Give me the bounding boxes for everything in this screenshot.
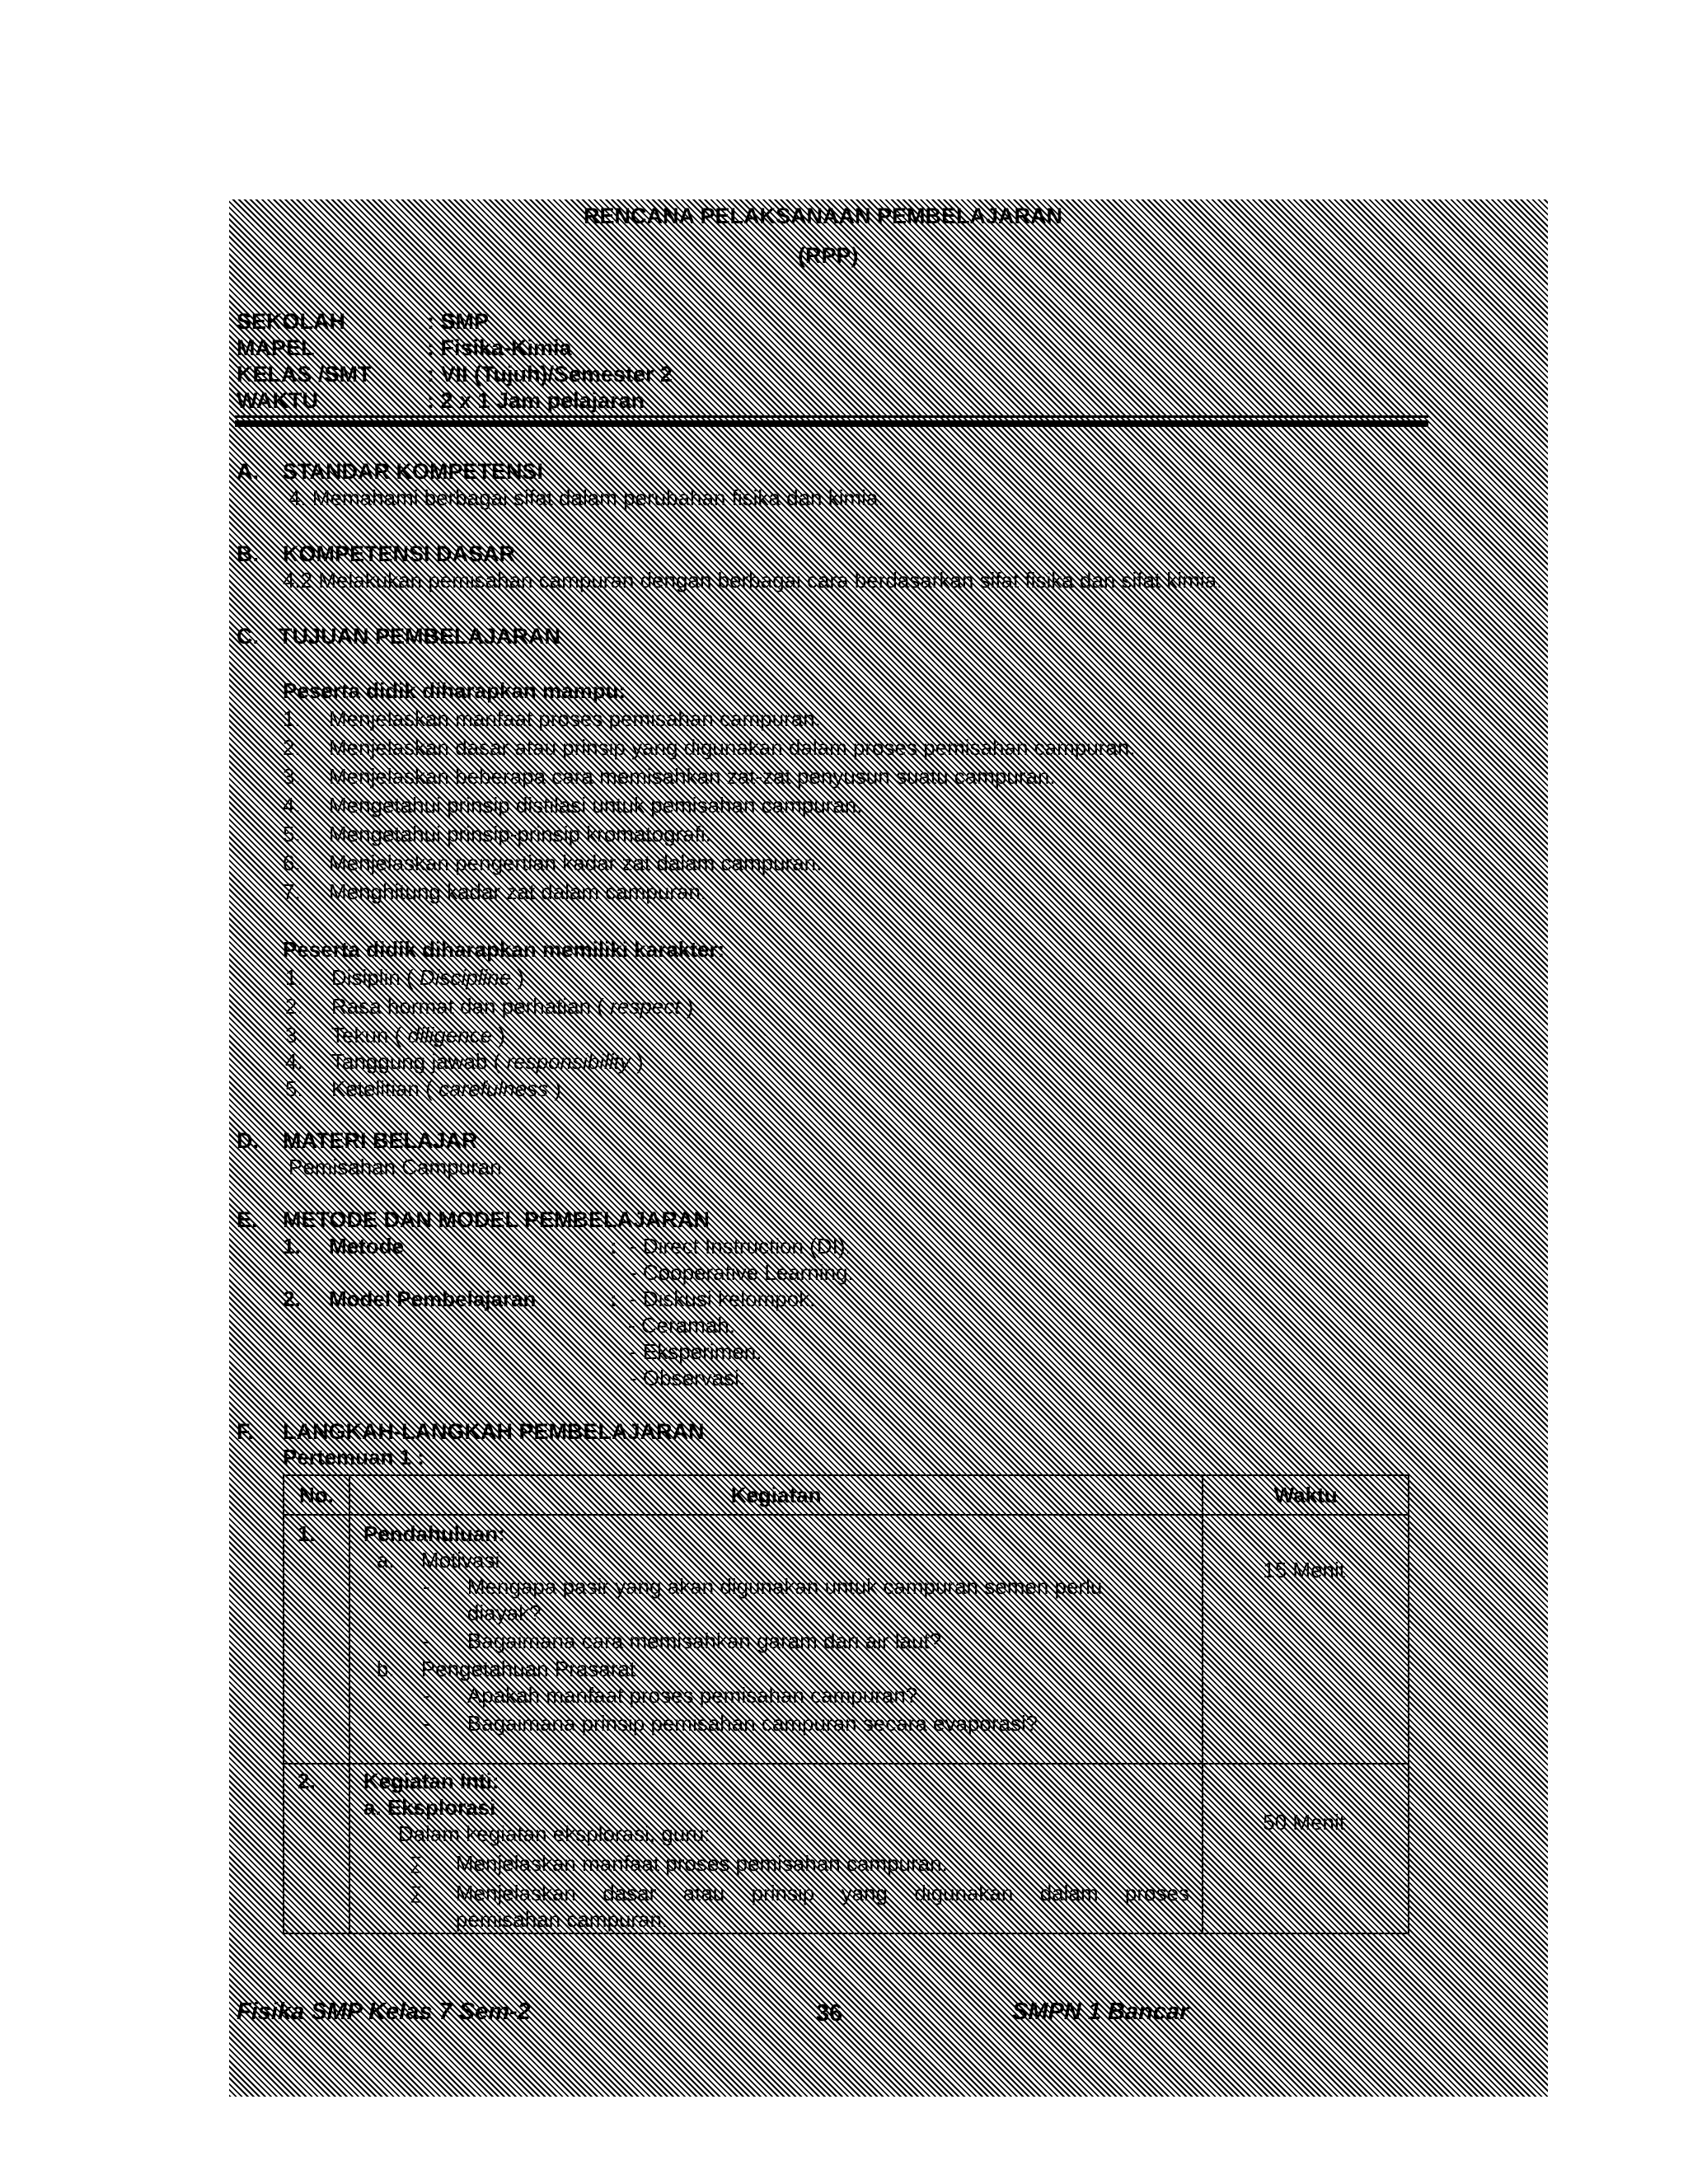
section-a-letter: A. [237, 459, 259, 484]
metode-colon: : [610, 1234, 617, 1258]
list-item: Tekun ( diligence ) [331, 1023, 506, 1047]
time-cell [1203, 1515, 1409, 1764]
column-header-waktu: Waktu [1203, 1475, 1409, 1515]
activity-item: Apakah manfaat proses pemisahan campuran? [467, 1683, 918, 1708]
column-header-no: No. [284, 1475, 349, 1515]
activity-item: Mengapa pasir yang akan digunakan untuk campuran semen perlu [467, 1574, 1103, 1599]
sub-title: Pengetahuan Prasarat [420, 1657, 636, 1681]
activity-item: diayak? [467, 1601, 542, 1625]
list-item: Menjelaskan pengertian kadar zat dalam campuran. [329, 851, 823, 875]
section-c-letter: C. [237, 624, 259, 649]
list-number: 2. [285, 994, 303, 1019]
footer-left: Fisika SMP Kelas 7 Sem-2 [237, 1999, 531, 2025]
list-item: Mengetahui prinsip distilasi untuk pemisahan campuran. [329, 793, 863, 818]
metode-number: 1. [283, 1234, 301, 1258]
list-item: Menjelaskan dasar atau prinsip yang digunakan dalam proses pemisahan campuran. [329, 735, 1136, 760]
identity-label: SEKOLAH [237, 309, 346, 334]
dash: - [422, 1711, 430, 1736]
dash: - [422, 1574, 430, 1599]
sigma-bullet-icon: ∑ [409, 1853, 423, 1873]
header-divider-thick [235, 420, 1428, 427]
identity-label: WAKTU [237, 388, 318, 413]
row-number-cell [284, 1515, 349, 1764]
row-number: 2. [298, 1769, 316, 1793]
goals-heading: Peserta didik diharapkan mampu: [283, 678, 626, 703]
section-b-title: KOMPETENSI DASAR [283, 541, 516, 566]
list-item: Menghitung kadar zat dalam campuran. [329, 879, 707, 904]
section-f-letter: F. [237, 1419, 255, 1444]
footer-right: SMPN 1 Bancar [1012, 1999, 1189, 2025]
list-item: Menjelaskan manfaat proses pemisahan campuran. [329, 706, 821, 731]
list-number: 4. [285, 1049, 303, 1074]
metode-item: - Cooperative Learning. [630, 1260, 854, 1285]
table-row [284, 1764, 1409, 1933]
list-number: 3. [283, 764, 301, 789]
document-subtitle: (RPP) [798, 243, 859, 268]
activity-cell [349, 1764, 1203, 1933]
model-colon: : [610, 1286, 617, 1311]
list-number: 5. [285, 1076, 303, 1101]
section-e-title: METODE DAN MODEL PEMBELAJARAN [283, 1207, 710, 1232]
identity-value: : Fisika-Kimia [427, 335, 572, 360]
learning-steps-table [283, 1474, 1409, 1934]
section-d-title: MATERI BELAJAR [283, 1128, 478, 1153]
list-item: Menjelaskan beberapa cara memisahkan zat-zat penyusun suatu campuran. [329, 764, 1056, 789]
character-heading: Peserta didik diharapkan memiliki karakter: [283, 937, 725, 962]
identity-label: KELAS /SMT [237, 362, 372, 387]
metode-label: Metode [329, 1234, 404, 1258]
model-item: - Eksperimen. [630, 1339, 762, 1364]
meeting-label: Pertemuan 1 : [283, 1445, 424, 1469]
identity-value: : SMP [427, 309, 490, 334]
time-cell [1203, 1764, 1409, 1933]
activity-item: Bagaimana prinsip pemisahan campuran secara evaporasi? [467, 1711, 1039, 1736]
activity-intro: Dalam kegiatan eksplorasi, guru: [397, 1821, 710, 1846]
model-item: - Diskusi kelompok. [630, 1286, 816, 1311]
metode-item: - Direct Instruction (DI). [630, 1234, 851, 1258]
identity-value: : VII (Tujuh)/Semester 2 [427, 362, 673, 387]
identity-value: : 2 x 1 Jam pelajaran [427, 388, 645, 413]
list-number: 2. [283, 735, 301, 760]
model-item: - Observasi. [630, 1366, 746, 1390]
list-item: Tanggung jawab ( responsibility ) [331, 1049, 644, 1074]
section-e-letter: E. [237, 1207, 258, 1232]
activity-item: Menjelaskan dasar atau prinsip yang digunakan dalam proses [455, 1881, 1189, 1905]
table-row [284, 1515, 1409, 1764]
sub-title: a. Eksplorasi [363, 1795, 496, 1820]
activity-heading: Pendahuluan: [363, 1521, 505, 1546]
list-item: Rasa hormat dan perhatian ( respect ) [331, 994, 694, 1019]
activity-item: Bagaimana cara memisahkan garam dari air laut? [467, 1629, 942, 1653]
list-number: 1. [283, 706, 301, 731]
identity-label: MAPEL [237, 335, 315, 360]
section-b-letter: B. [237, 541, 259, 566]
document-title: RENCANA PELAKSANAAN PEMBELAJARAN [584, 204, 1063, 228]
column-header-kegiatan: Kegiatan [349, 1475, 1203, 1515]
row-number: 1. [298, 1521, 316, 1546]
activity-heading: Kegiatan Inti: [363, 1769, 499, 1793]
list-number: 3. [285, 1023, 303, 1047]
activity-item: pemisahan campuran. [455, 1907, 668, 1932]
list-number: 6. [283, 851, 301, 875]
section-a-item: 4. Memahami berbagai sifat dalam perubahan fisika dan kimia. [288, 485, 884, 510]
activity-item: Menjelaskan manfaat proses pemisahan campuran. [455, 1851, 948, 1876]
list-item: Mengetahui prinsip-prinsip kromatografi. [329, 822, 711, 846]
sub-title: Motivasi [420, 1548, 500, 1572]
sub-letter: a. [376, 1548, 395, 1572]
list-item: Ketelitian ( carefulness ) [331, 1076, 561, 1101]
header-divider-thin [235, 415, 1428, 418]
model-label: Model Pembelajaran [329, 1286, 537, 1311]
model-number: 2. [283, 1286, 301, 1311]
page-number: 36 [816, 2000, 843, 2027]
model-item: - Ceramah. [628, 1313, 736, 1338]
row-number-cell [284, 1764, 349, 1933]
table-header-row [284, 1475, 1409, 1515]
section-c-title: TUJUAN PEMBELAJARAN [279, 624, 561, 649]
time-value: 15 Menit [1263, 1558, 1346, 1582]
section-d-letter: D. [237, 1128, 259, 1153]
section-b-item: 4.2 Melakukan pemisahan campuran dengan berbagai cara berdasarkan sifat fisika dan sifat kimia. [283, 568, 1223, 593]
sub-letter: b. [376, 1657, 395, 1681]
sigma-bullet-icon: ∑ [409, 1882, 423, 1903]
dash: - [422, 1629, 430, 1653]
list-number: 1. [285, 965, 303, 990]
list-number: 5. [283, 822, 301, 846]
activity-cell [349, 1515, 1203, 1764]
dash: - [422, 1683, 430, 1708]
section-a-title: STANDAR KOMPETENSI [283, 459, 544, 484]
section-f-title: LANGKAH-LANGKAH PEMBELAJARAN [283, 1419, 705, 1444]
list-number: 7. [283, 879, 301, 904]
list-number: 4. [283, 793, 301, 818]
section-d-item: Pemisahan Campuran [288, 1155, 502, 1179]
list-item: Disiplin ( Discipline ) [331, 965, 525, 990]
time-value: 50 Menit [1263, 1810, 1346, 1835]
